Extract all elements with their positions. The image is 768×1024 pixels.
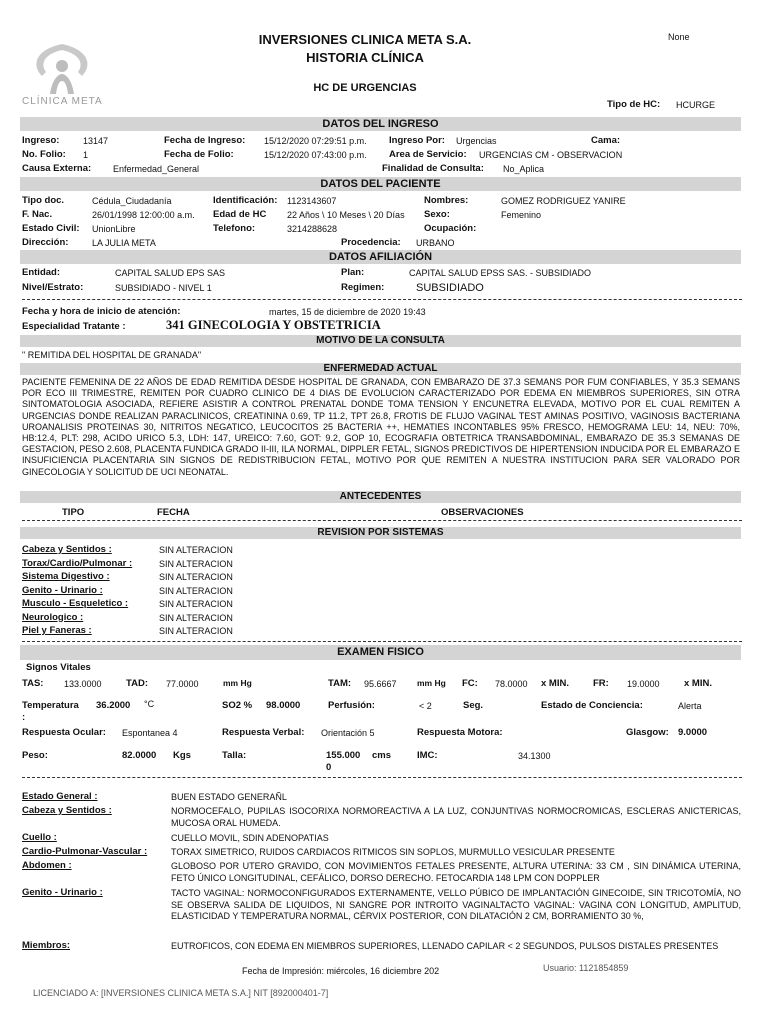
fnac-value: 26/01/1998 12:00:00 a.m. <box>92 210 195 220</box>
tam-label: TAM: <box>328 678 352 689</box>
identificacion-value: 1123143607 <box>287 196 337 206</box>
exam-finding-value: EUTROFICOS, CON EDEMA EN MIEMBROS SUPERIORES, LLENADO CAPILAR < 2 SEGUNDOS, PULSOS DISTALES PRESENTES <box>171 941 719 951</box>
signos-vitales-title: Signos Vitales <box>26 662 91 673</box>
ros-label: Cabeza y Sentidos : <box>22 544 112 555</box>
nombres-value: GOMEZ RODRIGUEZ YANIRE <box>501 196 626 206</box>
procedencia-value: URBANO <box>416 238 455 248</box>
exam-finding-value: GLOBOSO POR UTERO GRAVIDO, CON MOVIMIENTOS FETALES PRESENTE, ALTURA UTERINA: 33 CM , SIN DINÁMICA UTERINA, FETO ÚNICO LONGITUDINAL, CEFÁLICO, DORSO DERECHO. FETOCARDIA 148 LPM CON DOPPLER <box>171 861 741 883</box>
motora-label: Respuesta Motora: <box>417 727 503 738</box>
entidad-value: CAPITAL SALUD EPS SAS <box>115 268 226 278</box>
tam-unit: mm Hg <box>417 678 446 688</box>
section-examen: EXAMEN FISICO <box>20 645 741 660</box>
cama-label: Cama: <box>591 135 621 146</box>
exam-finding-value: TACTO VAGINAL: NORMOCONFIGURADOS EXTERNAMENTE, VELLO PÚBICO DE IMPLANTACIÓN GINECOIDE, SIN TRICOTOMÍA, NO SE OBSERVA SALIDA DE LIQUIDOS, NI SANGRE POR INTROITO VAGINALTACTO VAGINAL: VAGINA CON LONGITUD, AMPLITUD, ELASTICIDAD Y TEMPERATURA NORMAL, CÉRVIX POSTERIOR, CON DILATACIÓN 2 CM, BORRAMIENTO 30 %, <box>171 888 741 921</box>
exam-finding-label: Miembros: <box>22 940 71 951</box>
folio-label: No. Folio: <box>22 149 66 160</box>
perfusion-unit: Seg. <box>463 700 484 711</box>
exam-finding-label: Cabeza y Sentidos : <box>22 805 112 816</box>
nivel-value: SUBSIDIADO - NIVEL 1 <box>115 283 212 293</box>
fecha-impresion: Fecha de Impresión: miércoles, 16 diciembre 202 <box>242 966 440 976</box>
edad-label: Edad de HC <box>213 209 267 220</box>
nivel-label: Nivel/Estrato: <box>22 282 84 293</box>
ros-value: SIN ALTERACION <box>159 599 233 609</box>
usuario: Usuario: 1121854859 <box>543 963 629 973</box>
ros-value: SIN ALTERACION <box>159 572 233 582</box>
col-observaciones: OBSERVACIONES <box>441 507 524 518</box>
exam-finding-label: Genito - Urinario : <box>22 887 103 898</box>
telefono-label: Telefono: <box>213 223 256 234</box>
section-afiliacion: DATOS AFILIACIÓN <box>20 250 741 264</box>
sexo-label: Sexo: <box>424 209 450 220</box>
entidad-label: Entidad: <box>22 267 60 278</box>
section-enfermedad: ENFERMEDAD ACTUAL <box>20 363 741 375</box>
folio-value: 1 <box>83 150 89 160</box>
causa-value: Enfermedad_General <box>113 164 200 174</box>
ros-label: Neurologico : <box>22 611 84 623</box>
ros-value: SIN ALTERACION <box>159 545 233 555</box>
verbal-value: Orientación 5 <box>321 728 375 738</box>
fecha-ingreso-value: 15/12/2020 07:29:51 p.m. <box>264 136 367 146</box>
exam-finding-value: BUEN ESTADO GENERAÑL <box>171 792 287 802</box>
ocular-label: Respuesta Ocular: <box>22 727 106 738</box>
tad-value: 77.0000 <box>166 679 199 689</box>
talla-unit: cms <box>372 750 392 761</box>
tipo-hc-label: Tipo de HC: <box>607 99 661 110</box>
conciencia-label: Estado de Conciencia: <box>541 700 643 711</box>
exam-finding-label: Abdomen : <box>22 860 72 871</box>
glasgow-value: 9.0000 <box>678 727 708 738</box>
fecha-folio-label: Fecha de Folio: <box>164 149 234 160</box>
temperatura-colon: : <box>22 712 26 723</box>
hc-subtitle: HC DE URGENCIAS <box>313 82 417 94</box>
temperatura-label: Temperatura <box>22 700 79 711</box>
edad-value: 22 Años \ 10 Meses \ 20 Días <box>287 210 405 220</box>
ros-value: SIN ALTERACION <box>159 612 233 623</box>
finalidad-value: No_Aplica <box>503 164 545 174</box>
peso-value: 82.0000 <box>122 750 157 761</box>
tas-label: TAS: <box>22 678 44 689</box>
fecha-folio-value: 15/12/2020 07:43:00 p.m. <box>264 150 367 160</box>
telefono-value: 3214288628 <box>287 224 338 234</box>
ros-value: SIN ALTERACION <box>159 558 233 569</box>
imc-value: 34.1300 <box>518 751 551 761</box>
exam-finding-label: Cardio-Pulmonar-Vascular : <box>22 846 148 857</box>
fecha-atencion-label: Fecha y hora de inicio de atención: <box>22 306 181 317</box>
ingreso-label: Ingreso: <box>22 135 60 146</box>
fc-unit: x MIN. <box>541 678 569 689</box>
peso-label: Peso: <box>22 750 48 761</box>
estado-civil-label: Estado Civil: <box>22 223 80 234</box>
ros-label: Genito - Urinario : <box>22 584 103 596</box>
tad-label: TAD: <box>126 678 148 689</box>
exam-finding-value: NORMOCEFALO, PUPILAS ISOCORIXA NORMOREACTIVA A LA LUZ, CONJUNTIVAS NORMOCROMICAS, ESCLERAS ANICTERICAS, MUCOSA ORAL HUMEDA. <box>171 806 741 828</box>
especialidad-label: Especialidad Tratante : <box>22 321 126 332</box>
exam-finding-label: Estado General : <box>22 791 98 802</box>
fr-label: FR: <box>593 678 609 689</box>
fecha-ingreso-label: Fecha de Ingreso: <box>164 135 246 146</box>
area-value: URGENCIAS CM - OBSERVACION <box>479 150 623 160</box>
fr-unit: x MIN. <box>684 678 712 689</box>
procedencia-label: Procedencia: <box>341 237 401 248</box>
peso-unit: Kgs <box>173 750 191 761</box>
section-revision: REVISION POR SISTEMAS <box>20 527 741 539</box>
ros-label: Torax/Cardio/Pulmonar : <box>22 557 133 569</box>
tas-value: 133.0000 <box>64 679 102 689</box>
so2-label: SO2 % <box>222 700 253 711</box>
ros-label: Sistema Digestivo : <box>22 571 110 582</box>
plan-value: CAPITAL SALUD EPSS SAS. - SUBSIDIADO <box>409 268 592 278</box>
tipo-doc-value: Cédula_Ciudadanía <box>92 196 172 206</box>
divider <box>22 520 742 521</box>
fr-value: 19.0000 <box>627 679 660 689</box>
ocular-value: Espontanea 4 <box>122 728 178 738</box>
regimen-value: SUBSIDIADO <box>416 282 484 294</box>
area-label: Area de Servicio: <box>389 149 467 160</box>
fc-label: FC: <box>462 678 478 689</box>
perfusion-value: < 2 <box>419 701 432 711</box>
company-name: INVERSIONES CLINICA META S.A. <box>258 32 472 47</box>
plan-label: Plan: <box>341 267 365 278</box>
glasgow-label: Glasgow: <box>626 727 669 738</box>
nombres-label: Nombres: <box>424 195 469 206</box>
causa-label: Causa Externa: <box>22 163 92 174</box>
so2-value: 98.0000 <box>266 700 301 711</box>
temperatura-unit: °C <box>144 699 155 709</box>
tipo-hc-value: HCURGE <box>676 100 716 110</box>
regimen-label: Regimen: <box>341 282 385 293</box>
ingreso-por-label: Ingreso Por: <box>389 135 445 146</box>
identificacion-label: Identificación: <box>213 195 278 206</box>
document-title: HISTORIA CLÍNICA <box>306 50 424 65</box>
section-motivo: MOTIVO DE LA CONSULTA <box>20 335 741 347</box>
ros-label: Piel y Faneras : <box>22 625 92 636</box>
col-tipo: TIPO <box>62 507 85 518</box>
conciencia-value: Alerta <box>678 701 702 711</box>
tad-unit: mm Hg <box>223 678 252 688</box>
temperatura-value: 36.2000 <box>96 700 131 711</box>
ingreso-por-value: Urgencias <box>456 136 497 146</box>
talla-value: 155.000 <box>326 750 361 761</box>
sexo-value: Femenino <box>501 210 542 220</box>
ros-value: SIN ALTERACION <box>159 585 233 596</box>
ros-value: SIN ALTERACION <box>159 626 233 636</box>
ros-label: Musculo - Esqueletico : <box>22 598 129 609</box>
divider <box>22 777 742 778</box>
exam-finding-value: CUELLO MOVIL, SDIN ADENOPATIAS <box>171 833 329 843</box>
direccion-label: Dirección: <box>22 237 69 248</box>
section-ingreso: DATOS DEL INGRESO <box>20 117 741 131</box>
section-antecedentes: ANTECEDENTES <box>20 491 741 503</box>
perfusion-label: Perfusión: <box>328 700 375 711</box>
finalidad-label: Finalidad de Consulta: <box>382 163 484 174</box>
fc-value: 78.0000 <box>495 679 528 689</box>
imc-label: IMC: <box>417 750 438 761</box>
section-paciente: DATOS DEL PACIENTE <box>20 177 741 191</box>
enfermedad-text: PACIENTE FEMENINA DE 22 AÑOS DE EDAD REMITIDA DESDE HOSPITAL DE GRANADA, CON EMBARAZO DE 37.3 SEMANS POR FUM CONFIABLES, Y 35.3 SEMANS POR ECO III TRIMESTRE, REMITEN POR CUADRO CLINICO DE 4 DIAS DE EVOLUCION CARACTERIZADO POR EDEMA EN MIEMBROS SUPERIORES, SIN OTRA SINTOMATOLOGIA ASOCIADA, REFIERE ASISTIR A CONTROL PRENATAL DONDE TOMA TENSION Y ENCUNETRA ELEVADA, MOTIVO POR EL CUAL REMITEN A URGENCIAS DONDE REALIZAN PARACLINICOS, CREATININA 0.69, TP 11.2, TPT 26.8, FROTIS DE FLUJO VAGINAL TEST AMINAS POSITIVO, VAGINOSIS BACTERIANA UROANALISIS PROTEINAS 30, NITRITOS NEGATICO, LEUCOCITOS 25 BACTERIA ++, HEMATIES INCONTABLES 95% FRESCO, HEMOGRAMA LEU: 14, NEU: 70%, HB:12.4, PLT: 298, ACIDO URICO 5.3, LDH: 147, UREICO: 7.60, GOT: 9.2, GOP 10, ECOGRAFIA OBTETRICA TRANSABDOMINAL, EMBARAZO DE 35.3 SEMANAS DE GESTACION, PESO 2.608, PLACENTA FUNDICA GRADO II-III, ILA NORMAL, DIPPLER FETAL, SIGNOS PREDICTIVOS DE HIPERTENSION INDUCIDA POR EL EMBARAZO E INSUFICIENCIA PLACENTARIA SIN SIGNOS DE REDISTRIBUCION FETAL, MOTIVO POR QUE REMITEN A NUESTRA INSTITUCION PARA SER VALORADO POR GINECOLOGIA Y SOLICITUD DE UCI NEONATAL. <box>22 377 740 477</box>
divider <box>22 299 742 300</box>
exam-finding-label: Cuello : <box>22 832 57 843</box>
especialidad-value: 341 GINECOLOGIA Y OBSTETRICIA <box>166 318 381 332</box>
fecha-atencion-value: martes, 15 de diciembre de 2020 19:43 <box>269 307 426 317</box>
ocupacion-label: Ocupación: <box>424 223 477 234</box>
tam-value: 95.6667 <box>364 679 397 689</box>
talla-value-wrap: 0 <box>326 762 332 773</box>
ingreso-value: 13147 <box>83 136 109 146</box>
fnac-label: F. Nac. <box>22 209 53 220</box>
none-label: None <box>668 32 690 42</box>
logo-text: CLÍNICA META <box>22 96 103 107</box>
talla-label: Talla: <box>222 750 247 761</box>
estado-civil-value: UnionLibre <box>92 224 136 234</box>
licencia: LICENCIADO A: [INVERSIONES CLINICA META S.A.] NIT [892000401-7] <box>33 988 329 998</box>
verbal-label: Respuesta Verbal: <box>222 727 305 738</box>
motivo-text: " REMITIDA DEL HOSPITAL DE GRANADA" <box>22 350 202 360</box>
direccion-value: LA JULIA META <box>92 238 156 248</box>
exam-finding-value: TORAX SIMETRICO, RUIDOS CARDIACOS RITMICOS SIN SOPLOS, MURMULLO VESICULAR PRESENTE <box>171 847 615 857</box>
divider <box>22 641 742 642</box>
col-fecha: FECHA <box>157 507 190 518</box>
tipo-doc-label: Tipo doc. <box>22 195 65 206</box>
